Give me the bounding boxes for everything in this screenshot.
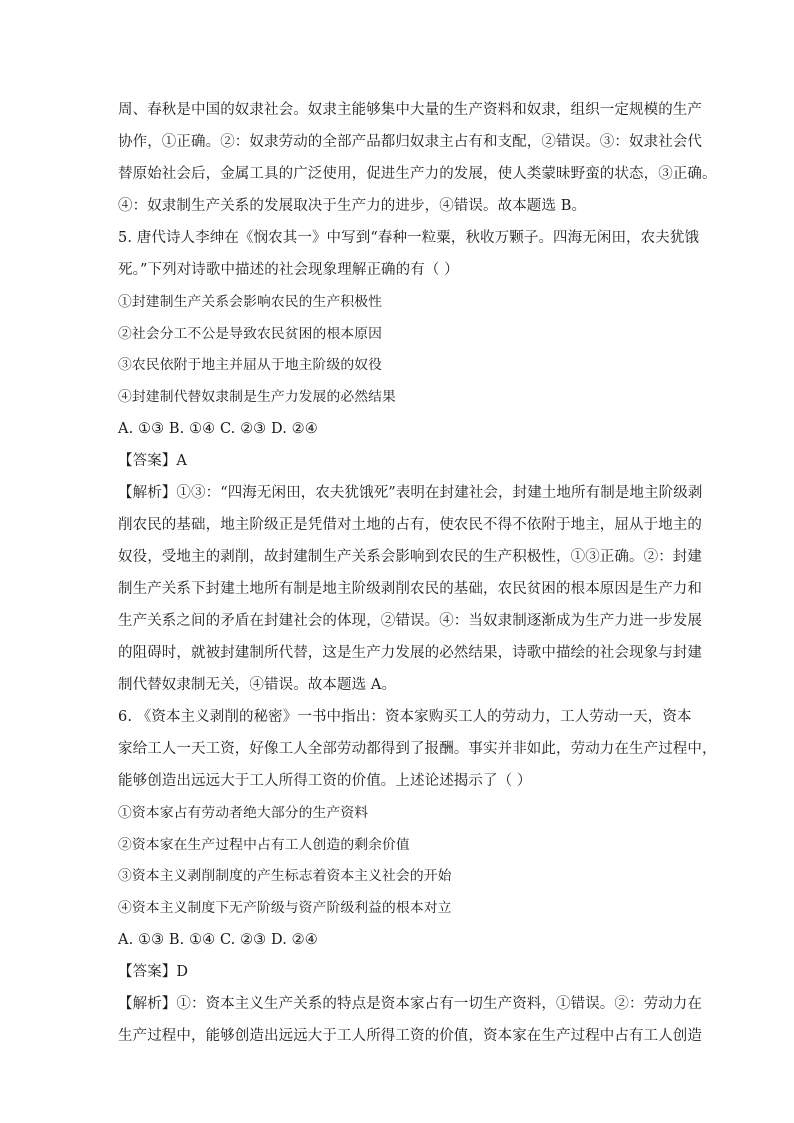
question-5-analysis: 生产关系之间的矛盾在封建社会的体现，②错误。④：当奴隶制逐渐成为生产力进一步发展 <box>118 613 702 629</box>
question-6-statement: ③资本主义剥削制度的产生标志着资本主义社会的开始 <box>118 868 452 884</box>
question-6-stem: 6. 《资本主义剥削的秘密》一书中指出：资本家购买工人的劳动力，工人劳动一天，资本 <box>118 709 692 725</box>
question-5-analysis: 奴役，受地主的剥削，故封建制生产关系会影响到农民的生产积极性，①③正确。②：封建 <box>118 549 702 565</box>
question-5-stem: 5. 唐代诗人李绅在《悯农其一》中写到“春种一粒粟，秋收万颗子。四海无闲田，农夫犹饿 <box>118 230 700 246</box>
question-5-choices: A. ①③ B. ①④ C. ②③ D. ②④ <box>118 421 318 437</box>
question-5-statement: ③农民依附于地主并屈从于地主阶级的奴役 <box>118 357 383 373</box>
question-6-statement: ②资本家在生产过程中占有工人创造的剩余价值 <box>118 837 410 853</box>
question-6-stem: 家给工人一天工资，好像工人全部劳动都得到了报酬。事实并非如此，劳动力在生产过程中， <box>118 741 717 757</box>
question-5-statement: ②社会分工不公是导致农民贫困的根本原因 <box>118 326 383 342</box>
question-5-statement: ④封建制代替奴隶制是生产力发展的必然结果 <box>118 389 396 405</box>
question-6-choices: A. ①③ B. ①④ C. ②③ D. ②④ <box>118 932 318 948</box>
question-6-analysis: 【解析】①：资本主义生产关系的特点是资本家占有一切生产资料，①错误。②：劳动力在 <box>118 996 702 1012</box>
question-6-statement: ④资本主义制度下无产阶级与资产阶级利益的根本对立 <box>118 900 452 916</box>
question-5-answer: 【答案】A <box>118 453 187 469</box>
question-5-analysis: 【解析】①③：“四海无闲田，农夫犹饿死”表明在封建社会，封建土地所有制是地主阶级剥 <box>118 485 703 501</box>
text-line: ④：奴隶制生产关系的发展取决于生产力的进步，④错误。故本题选 B。 <box>118 198 587 214</box>
question-6-statement: ①资本家占有劳动者绝大部分的生产资料 <box>118 805 369 821</box>
question-5-analysis: 削农民的基础，地主阶级正是凭借对土地的占有，使农民不得不依附于地主，屈从于地主的 <box>118 517 702 533</box>
question-6-answer: 【答案】D <box>118 964 189 980</box>
question-5-analysis: 的阻碍时，就被封建制所代替，这是生产力发展的必然结果，诗歌中描绘的社会现象与封建 <box>118 645 702 661</box>
text-line: 协作，①正确。②：奴隶劳动的全部产品都归奴隶主占有和支配，②错误。③：奴隶社会代 <box>118 134 702 150</box>
text-line: 周、春秋是中国的奴隶社会。奴隶主能够集中大量的生产资料和奴隶，组织一定规模的生产 <box>118 102 702 118</box>
question-5-stem: 死。”下列对诗歌中描述的社会现象理解正确的有（ ） <box>118 262 459 278</box>
question-5-analysis: 制代替奴隶制无关，④错误。故本题选 A。 <box>118 677 397 693</box>
question-6-analysis: 生产过程中，能够创造出远远大于工人所得工资的价值，资本家在生产过程中占有工人创造 <box>118 1028 702 1044</box>
question-6-stem: 能够创造出远远大于工人所得工资的价值。上述论述揭示了（ ） <box>118 773 532 789</box>
question-5-analysis: 制生产关系下封建土地所有制是地主阶级剥削农民的基础，农民贫困的根本原因是生产力和 <box>118 581 702 597</box>
text-line: 替原始社会后，金属工具的广泛使用，促进生产力的发展，使人类蒙昧野蛮的状态，③正确。 <box>118 166 717 182</box>
question-5-statement: ①封建制生产关系会影响农民的生产积极性 <box>118 294 383 310</box>
